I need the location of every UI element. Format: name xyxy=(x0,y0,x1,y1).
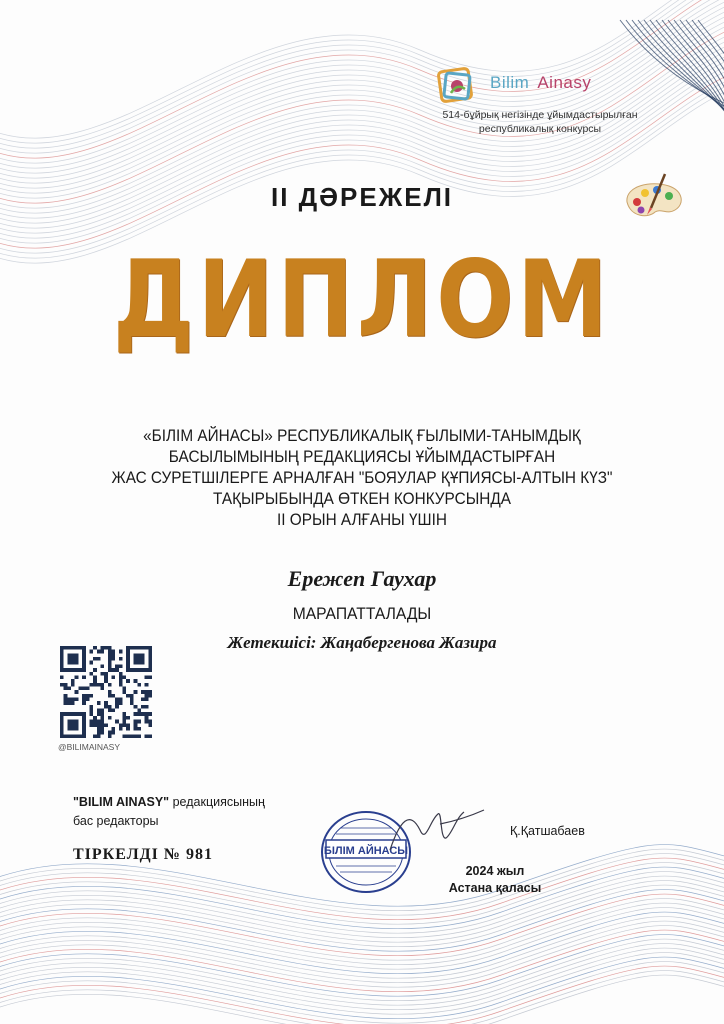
description-line: ЖАС СУРЕТШІЛЕРГЕ АРНАЛҒАН "БОЯУЛАР ҚҰПИЯСЫ-АЛТЫН КҮЗ" xyxy=(111,469,613,487)
bilim-ainasy-logo-icon xyxy=(437,66,477,104)
issue-city: Астана қаласы xyxy=(448,881,542,895)
description-line: «БІЛІМ АЙНАСЫ» РЕСПУБЛИКАЛЫҚ ҒЫЛЫМИ-ТАНЫМДЫҚ xyxy=(143,427,581,445)
logo-wordmark xyxy=(490,73,591,93)
logo-word-ainasy: Ainasy xyxy=(537,73,592,92)
description-line: II ОРЫН АЛҒАНЫ ҮШІН xyxy=(277,511,447,529)
editor-role: бас редакторы xyxy=(73,814,159,828)
logo-word-bilim: Bilim xyxy=(490,73,530,92)
editor-suffix: редакциясының xyxy=(169,795,265,809)
diploma-title: ДИПЛОМ xyxy=(112,238,612,361)
issue-date-place xyxy=(445,863,545,897)
award-description xyxy=(83,426,641,531)
issue-year: 2024 жыл xyxy=(465,864,525,878)
recipient-name: Ережеп Гаухар xyxy=(287,566,437,591)
editor-title xyxy=(73,793,265,831)
subtitle-line: 514-бұйрық негізінде ұйымдастырылған xyxy=(442,109,638,121)
seal-label: БІЛІМ АЙНАСЫ xyxy=(323,845,409,857)
contest-subtitle xyxy=(420,108,660,136)
editor-publication: "BILIM AINASY" xyxy=(73,795,170,809)
signature-icon xyxy=(380,800,490,870)
degree-label: II ДӘРЕЖЕЛІ xyxy=(270,182,454,212)
description-line: ТАҚЫРЫБЫНДА ӨТКЕН КОНКУРСЫНДА xyxy=(213,490,511,508)
qr-code-icon xyxy=(60,646,152,738)
supervisor-name: Жетекшісі: Жаңабергенова Жазира xyxy=(227,633,497,652)
subtitle-line: республикалық конкурсы xyxy=(478,123,602,135)
qr-caption: @BILIMAINASY xyxy=(58,742,121,752)
description-line: БАСЫЛЫМЫНЫҢ РЕДАКЦИЯСЫ ҰЙЫМДАСТЫРҒАН xyxy=(168,448,556,466)
signer-name: Қ.Қатшабаев xyxy=(510,824,585,838)
award-verb: МАРАПАТТАЛАДЫ xyxy=(292,604,432,623)
registration-number: ТІРКЕЛДІ № 981 xyxy=(73,846,213,863)
